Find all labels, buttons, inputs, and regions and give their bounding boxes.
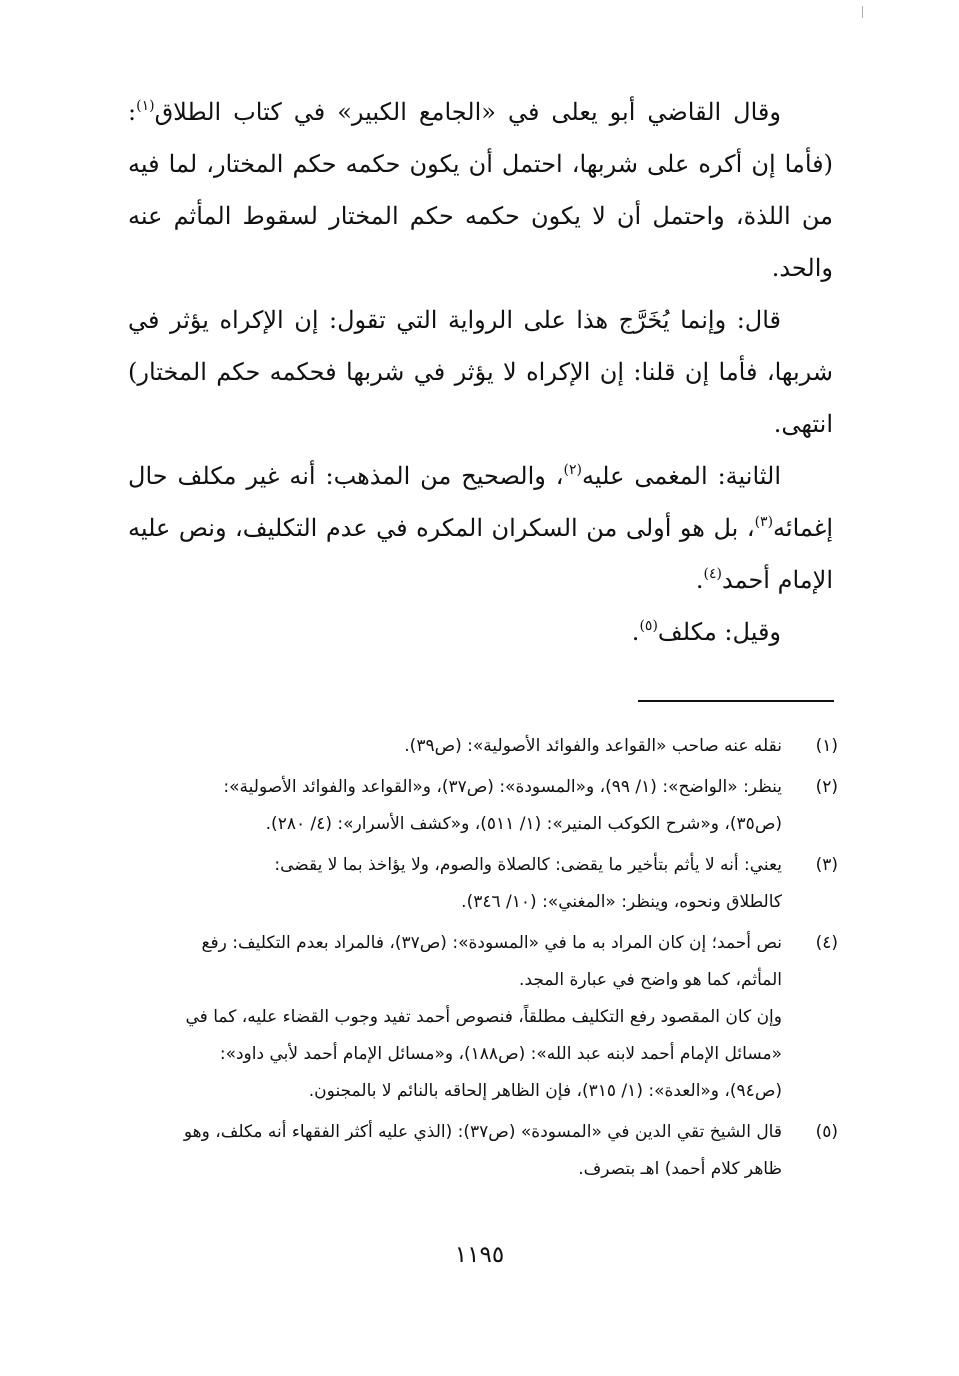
footnote-3 bbox=[138, 847, 838, 921]
paragraph-3-text-d: . bbox=[695, 566, 704, 594]
footnote-4 bbox=[138, 925, 838, 1110]
footnote-number: (٣) bbox=[815, 855, 838, 875]
footnote-separator bbox=[638, 700, 834, 702]
footnote-line: ينظر: «الواضح»: (١/ ٩٩)، و«المسودة»: (ص٣٧)، و«القواعد والفوائد الأصولية»: bbox=[223, 777, 782, 797]
footnote-5 bbox=[138, 1114, 838, 1188]
paragraph-4-end: . bbox=[631, 618, 640, 646]
footnote-body bbox=[138, 769, 782, 843]
footnote-line: ظاهر كلام أحمد) اهـ بتصرف. bbox=[578, 1159, 782, 1179]
footnote-body bbox=[138, 1114, 782, 1188]
footnote-number: (٢) bbox=[815, 777, 838, 797]
paragraph-1 bbox=[128, 86, 833, 294]
footnote-body bbox=[138, 925, 782, 1110]
footnote-line: نقله عنه صاحب «القواعد والفوائد الأصولية»: (ص٣٩). bbox=[404, 736, 782, 756]
footnote-line: نص أحمد؛ إن كان المراد به ما في «المسودة»: (ص٣٧)، فالمراد بعدم التكليف: رفع bbox=[201, 933, 782, 953]
footnote-line: يعني: أنه لا يأثم بتأخير ما يقضى: كالصلاة والصوم، ولا يؤاخذ بما لا يقضى: bbox=[274, 855, 782, 875]
footnote-2 bbox=[138, 769, 838, 843]
footnote-line: وإن كان المقصود رفع التكليف مطلقاً، فنصوص أحمد تفيد وجوب القضاء عليه، كما في bbox=[185, 1007, 782, 1027]
paragraph-3 bbox=[128, 450, 833, 606]
paragraph-1-text: وقال القاضي أبو يعلى في «الجامع الكبير» في كتاب الطلاق bbox=[154, 98, 781, 126]
paragraph-3-text-b: ، والصحيح من المذهب: أنه غير مكلف حال إغمائه bbox=[128, 462, 833, 542]
footnote-ref-3[interactable]: (٣) bbox=[754, 514, 774, 530]
footnote-number: (١) bbox=[815, 736, 838, 756]
main-text bbox=[128, 86, 833, 658]
footnote-line: «مسائل الإمام أحمد لابنه عبد الله»: (ص١٨٨)، و«مسائل الإمام أحمد لأبي داود»: bbox=[219, 1044, 782, 1064]
footnote-line: كالطلاق ونحوه، وينظر: «المغني»: (١٠/ ٣٤٦). bbox=[461, 892, 782, 912]
paragraph-4 bbox=[128, 606, 833, 658]
footnote-number: (٤) bbox=[815, 933, 838, 953]
footnote-ref-5[interactable]: (٥) bbox=[639, 618, 658, 634]
paragraph-3-text-c: ، بل هو أولى من السكران المكره في عدم التكليف، ونص عليه الإمام أحمد bbox=[128, 514, 833, 594]
paragraph-4-text: وقيل: مكلف bbox=[657, 618, 781, 646]
footnote-line: المأثم، كما هو واضح في عبارة المجد. bbox=[519, 970, 782, 990]
footnote-1 bbox=[138, 728, 838, 765]
paragraph-1-quote: : (فأما إن أكره على شربها، احتمل أن يكون حكمه حكم المختار، لما فيه من اللذة، واحتمل أن لا يكون حكمه حكم المختار لسقوط المأثم عنه والحد. bbox=[128, 98, 833, 282]
footnote-line: (ص٩٤)، و«العدة»: (١/ ٣١٥)، فإن الظاهر إلحاقه بالنائم لا بالمجنون. bbox=[308, 1081, 782, 1101]
footnote-number: (٥) bbox=[815, 1122, 838, 1142]
footnote-ref-1[interactable]: (١) bbox=[136, 98, 155, 114]
footnote-line: (ص٣٥)، و«شرح الكوكب المنير»: (١/ ٥١١)، و«كشف الأسرار»: (٤/ ٢٨٠). bbox=[265, 814, 782, 834]
footnotes bbox=[138, 728, 838, 1192]
footnote-body bbox=[138, 728, 782, 765]
footnote-ref-2[interactable]: (٢) bbox=[563, 462, 583, 478]
paragraph-3-text-a: الثانية: المغمى عليه bbox=[582, 462, 781, 490]
page-number: ١١٩٥ bbox=[454, 1242, 505, 1268]
footnote-ref-4[interactable]: (٤) bbox=[703, 566, 722, 582]
footnote-body bbox=[138, 847, 782, 921]
footnote-line: قال الشيخ تقي الدين في «المسودة» (ص٣٧): (الذي عليه أكثر الفقهاء أنه مكلف، وهو bbox=[183, 1122, 782, 1142]
paragraph-2: قال: وإنما يُخَرَّج هذا على الرواية التي تقول: إن الإكراه يؤثر في شربها، فأما إن قلنا: إن الإكراه لا يؤثر في شربها فحكمه حكم المختار) انتهى. bbox=[128, 306, 833, 438]
scan-corner-mark bbox=[862, 6, 867, 18]
